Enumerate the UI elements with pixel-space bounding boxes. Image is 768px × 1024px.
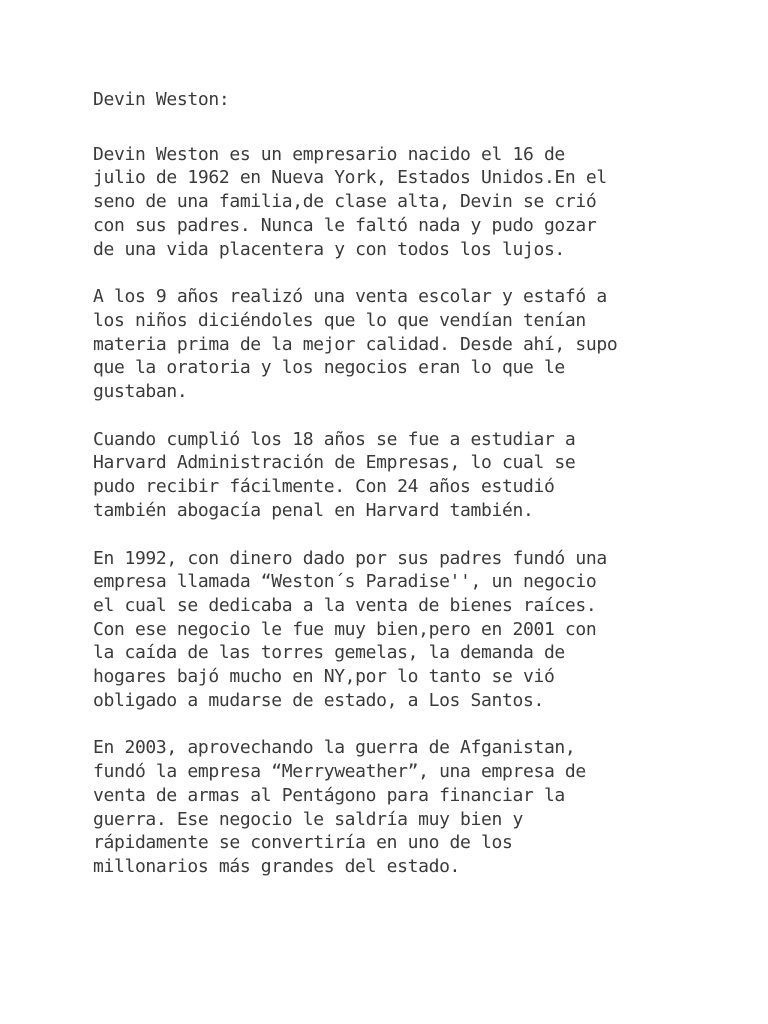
paragraph bbox=[93, 428, 693, 523]
text-line: materia prima de la mejor calidad. Desde ahí, supo bbox=[93, 333, 618, 355]
text-line: venta de armas al Pentágono para financiar la bbox=[93, 784, 565, 806]
text-line: Con ese negocio le fue muy bien,pero en 2001 con bbox=[93, 618, 597, 640]
text-line: también abogacía penal en Harvard también. bbox=[93, 499, 534, 521]
text-line: Devin Weston es un empresario nacido el 16 de bbox=[93, 143, 565, 165]
text-line: hogares bajó mucho en NY,por lo tanto se vió bbox=[93, 666, 555, 688]
paragraph bbox=[93, 736, 693, 878]
document-title: Devin Weston: bbox=[93, 89, 230, 110]
text-line: obligado a mudarse de estado, a Los Santos. bbox=[93, 689, 544, 711]
text-line: rápidamente se convertiría en uno de los bbox=[93, 832, 513, 854]
text-line: seno de una familia,de clase alta, Devin se crió bbox=[93, 191, 597, 213]
paragraph bbox=[93, 547, 693, 713]
text-line: Cuando cumplió los 18 años se fue a estudiar a bbox=[93, 428, 576, 450]
text-line: pudo recibir fácilmente. Con 24 años estudió bbox=[93, 476, 555, 498]
text-line: En 2003, aprovechando la guerra de Afganistan, bbox=[93, 737, 576, 759]
text-line: la caída de las torres gemelas, la demanda de bbox=[93, 642, 565, 664]
text-line: los niños diciéndoles que lo que vendían tenían bbox=[93, 309, 586, 331]
text-line: A los 9 años realizó una venta escolar y estafó a bbox=[93, 286, 607, 308]
paragraph bbox=[93, 285, 693, 404]
text-line: julio de 1962 en Nueva York, Estados Unidos.En el bbox=[93, 167, 607, 189]
paragraph bbox=[93, 143, 693, 262]
text-line: gustaban. bbox=[93, 381, 188, 403]
text-line: guerra. Ese negocio le saldría muy bien y bbox=[93, 808, 523, 830]
text-line: el cual se dedicaba a la venta de bienes raíces. bbox=[93, 594, 597, 616]
text-line: que la oratoria y los negocios eran lo que le bbox=[93, 357, 565, 379]
text-line: Harvard Administración de Empresas, lo cual se bbox=[93, 452, 576, 474]
text-line: de una vida placentera y con todos los lujos. bbox=[93, 238, 565, 260]
text-line: empresa llamada “Weston´s Paradise'', un negocio bbox=[93, 571, 597, 593]
text-line: fundó la empresa “Merryweather”, una empresa de bbox=[93, 761, 586, 783]
document-body bbox=[93, 88, 693, 903]
text-line: millonarios más grandes del estado. bbox=[93, 855, 461, 877]
text-line: En 1992, con dinero dado por sus padres fundó una bbox=[93, 547, 607, 569]
text-line: con sus padres. Nunca le faltó nada y pudo gozar bbox=[93, 214, 597, 236]
